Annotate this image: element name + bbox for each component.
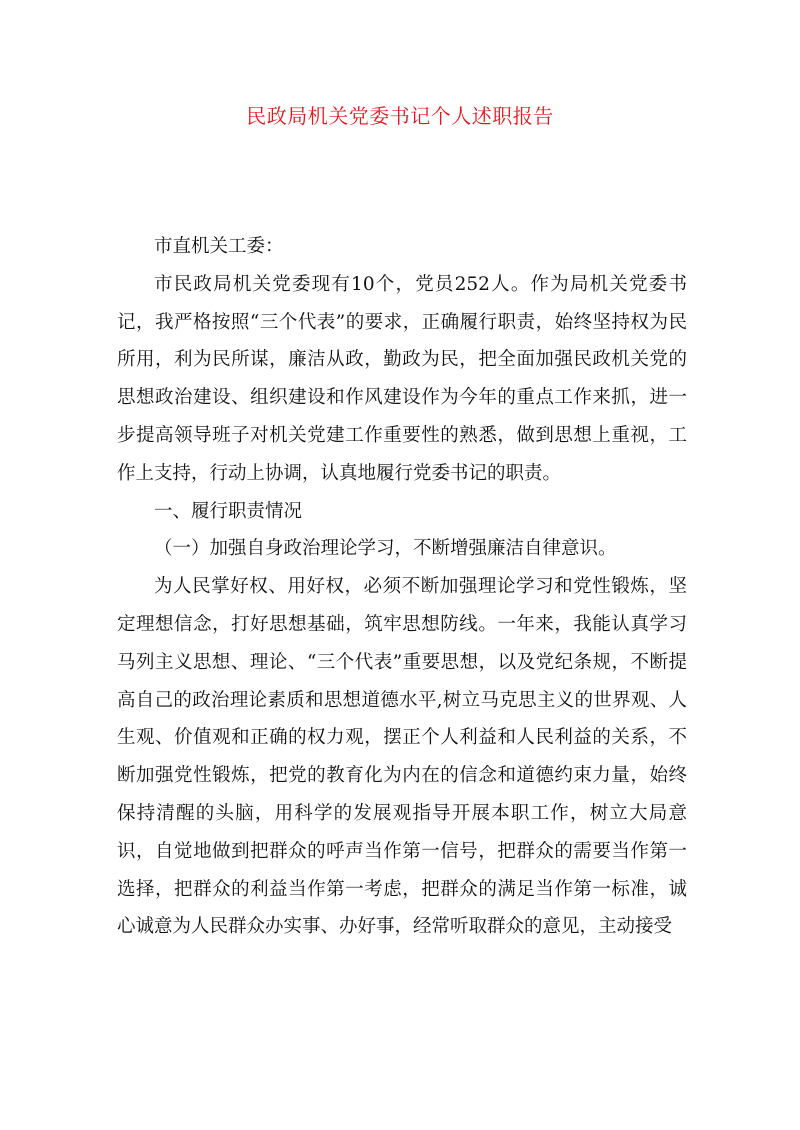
paragraph-intro: 市民政局机关党委现有10个，党员252人。作为局机关党委书记，我严格按照“三个代表”的要求，正确履行职责，始终坚持权为民所用，利为民所谋，廉洁从政，勤政为民，把全面加强民政机关党的思想政治建设、组织建设和作风建设作为今年的重点工作来抓，进一步提高领导班子对机关党建工作重要性的熟悉，做到思想上重视，工作上支持，行动上协调，认真地履行党委书记的职责。 — [117, 273, 687, 484]
document-title: 民政局机关党委书记个人述职报告 — [246, 104, 554, 128]
paragraph-study: 为人民掌好权、用好权，必须不断加强理论学习和党性锻炼，坚定理想信念，打好思想基础，筑牢思想防线。一年来，我能认真学习马列主义思想、理论、“三个代表”重要思想，以及党纪条规，不断提高自己的政治理论素质和思想道德水平,树立马克思主义的世界观、人生观、价值观和正确的权力观，摆正个人利益和人民利益的关系，不断加强党性锻炼，把党的教育化为内在的信念和道德约束力量，始终保持清醒的头脑，用科学的发展观指导开展本职工作，树立大局意识，自觉地做到把群众的呼声当作第一信号，把群众的需要当作第一选择，把群众的利益当作第一考虑，把群众的满足当作第一标准，诚心诚意为人民群众办实事、办好事，经常听取群众的意见，主动接受 — [117, 576, 687, 938]
subsection-heading: （一）加强自身政治理论学习，不断增强廉洁自律意识。 — [154, 538, 617, 560]
salutation: 市直机关工委： — [154, 236, 284, 257]
document-body — [117, 228, 687, 946]
section-heading: 一、履行职责情况 — [154, 500, 303, 522]
